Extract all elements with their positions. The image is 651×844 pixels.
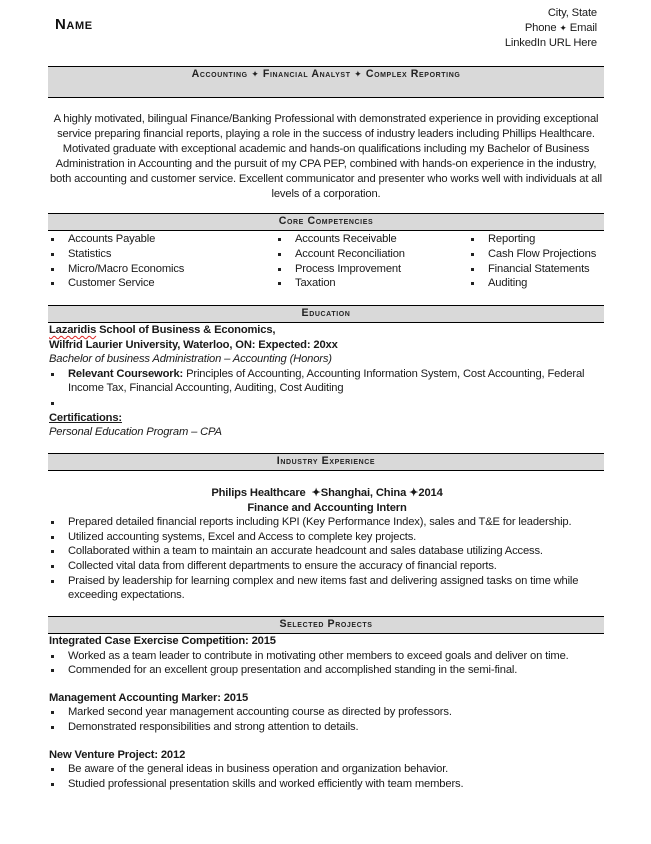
linkedin-url: LinkedIn URL Here — [504, 37, 597, 49]
competency-item: Reporting — [470, 232, 596, 247]
certifications-label: Certifications: — [49, 411, 122, 424]
job-bullet: Praised by leadership for learning complex and new items fast and delivering assigned tasks on time while exceeding expectations. — [50, 574, 604, 603]
education-section — [49, 323, 603, 440]
competency-item: Cash Flow Projections — [470, 247, 596, 262]
project-bullet: Commended for an excellent group presentation and accomplished standing in the semi-final. — [50, 663, 603, 678]
project-bullet: Marked second year management accounting course as directed by professors. — [50, 705, 603, 720]
job-bullet: Utilized accounting systems, Excel and Access to complete key projects. — [50, 530, 604, 545]
competency-item: Account Reconciliation — [277, 247, 405, 262]
professional-summary: A highly motivated, bilingual Finance/Banking Professional with demonstrated experience in providing exceptional service preparing financial reports, playing a role in the success of industry leaders including Phillips Healthcare. Motivated graduate with exceptional academic and hands-on qualifications including my Bachelor of Business Administration in Accounting and the pursuit of my CPA PEP, combined with hands-on experience in the industry, both accounting and customer service. Excellent communicator and presenter who works well with individuals at all levels of a corporation. — [49, 113, 603, 200]
competency-column — [50, 232, 184, 291]
coursework-item — [50, 367, 603, 396]
headline-item: Financial Analyst — [262, 68, 351, 80]
job-bullet: Collaborated within a team to maintain an accurate headcount and sales database utilizing Access. — [50, 544, 604, 559]
competency-item: Process Improvement — [277, 262, 405, 277]
company: Philips Healthcare — [211, 487, 306, 499]
empty-bullet — [50, 396, 603, 411]
section-header-experience: Industry Experience — [48, 453, 604, 471]
project-heading: Integrated Case Exercise Competition: 2015 — [49, 635, 276, 647]
competency-item: Financial Statements — [470, 262, 596, 277]
city-state: City, State — [547, 7, 597, 19]
school-name: Lazaridis School of Business & Economics, — [49, 324, 276, 336]
headline-item: Complex Reporting — [365, 68, 461, 80]
job-bullet: Collected vital data from different departments to ensure the accuracy of financial reports. — [50, 559, 604, 574]
project-heading: Management Accounting Marker: 2015 — [49, 691, 249, 704]
experience-section — [50, 486, 604, 603]
resume-name: Name — [55, 16, 93, 33]
project-heading: New Venture Project: 2012 — [49, 748, 186, 761]
coursework-text: Principles of Accounting, Accounting Information System, Cost Accounting, Federal Income Tax, Financial Accounting, Auditing, Cost Auditing — [68, 367, 585, 395]
headline-item: Accounting — [191, 68, 248, 80]
email: Email — [569, 22, 597, 34]
star-separator-icon: ✦ — [559, 23, 567, 33]
headline-banner — [48, 66, 604, 98]
spacer — [49, 735, 603, 748]
competency-item: Statistics — [50, 247, 184, 262]
projects-section — [49, 634, 603, 791]
star-separator-icon: ✦ — [311, 487, 321, 499]
competency-item: Micro/Macro Economics — [50, 262, 184, 277]
job-role: Finance and Accounting Intern — [247, 501, 407, 514]
section-header-competencies: Core Competencies — [48, 213, 604, 231]
phone-email-line — [505, 21, 597, 36]
project-bullet: Demonstrated responsibilities and strong attention to details. — [50, 720, 603, 735]
phone: Phone — [524, 22, 557, 34]
section-header-education: Education — [48, 305, 604, 323]
section-header-projects: Selected Projects — [48, 616, 604, 634]
school-name-misspelled: Lazaridis — [49, 324, 97, 336]
competency-item: Taxation — [277, 276, 405, 291]
location: Shanghai, China — [320, 487, 407, 499]
degree: Bachelor of business Administration – Accounting (Honors) — [49, 353, 332, 366]
job-bullet: Prepared detailed financial reports including KPI (Key Performance Index), sales and T&E for leadership. — [50, 515, 604, 530]
spacer — [49, 678, 603, 691]
coursework-label: Relevant Coursework: — [68, 367, 184, 380]
star-separator-icon: ✦ — [354, 69, 363, 79]
competency-item: Accounts Payable — [50, 232, 184, 247]
university-line: Wilfrid Laurier University, Waterloo, ON: Expected: 20xx — [49, 338, 338, 351]
competency-item: Accounts Receivable — [277, 232, 405, 247]
contact-block — [505, 6, 597, 51]
project-bullet: Studied professional presentation skills and worked efficiently with team members. — [50, 777, 603, 792]
star-separator-icon: ✦ — [409, 487, 419, 499]
competency-column — [277, 232, 405, 291]
certification: Personal Education Program – CPA — [49, 426, 222, 439]
project-bullet: Worked as a team leader to contribute in motivating other members to exceed goals and deliver on time. — [50, 649, 603, 664]
year: 2014 — [418, 487, 443, 499]
job-header — [50, 486, 604, 501]
competency-item: Auditing — [470, 276, 596, 291]
project-bullet: Be aware of the general ideas in business operation and organization behavior. — [50, 762, 603, 777]
competency-column — [470, 232, 596, 291]
competency-item: Customer Service — [50, 276, 184, 291]
star-separator-icon: ✦ — [251, 69, 260, 79]
